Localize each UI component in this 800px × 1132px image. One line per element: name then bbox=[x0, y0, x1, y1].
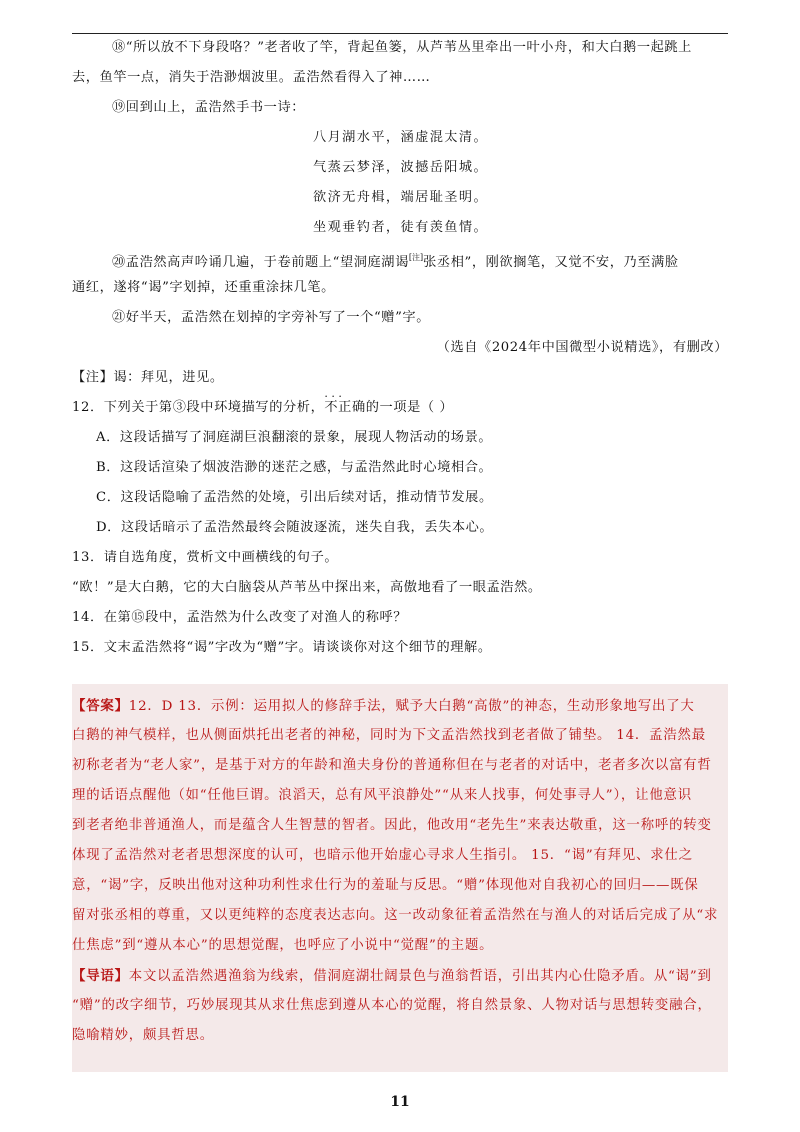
question-12-text-a: 12．下列关于第③段中环境描写的分析， bbox=[72, 400, 325, 415]
answer-line-3: 初称老者为“老人家”，是基于对方的年龄和渔夫身份的普通称但在与老者的对话中，老者多次以富有哲 bbox=[72, 758, 712, 773]
question-14: 14．在第⑮段中，孟浩然为什么改变了对渔人的称呼？ bbox=[72, 610, 408, 625]
option-a: A．这段话描写了洞庭湖巨浪翻滚的景象，展现人物活动的场景。 bbox=[96, 430, 493, 445]
footnote: 【注】谒：拜见，进见。 bbox=[72, 370, 224, 385]
paragraph-20-line1 bbox=[112, 248, 728, 273]
answer-line-8: 留对张丞相的尊重，又以更纯粹的态度表达志向。这一改动象征着孟浩然在与渔人的对话后完成了从“求 bbox=[72, 908, 719, 923]
question-12 bbox=[72, 398, 728, 418]
question-15: 15．文末孟浩然将“谒”字改为“赠”字。请谈谈你对这个细节的理解。 bbox=[72, 640, 492, 655]
top-rule bbox=[72, 33, 728, 34]
paragraph-20-text-b: 张丞相”，刚欲搁笔，又觉不安，乃至满脸 bbox=[423, 255, 679, 270]
poem-line-1: 八月湖水平，涵虚混太清。 bbox=[313, 130, 489, 145]
option-b: B．这段话渲染了烟波浩渺的迷茫之感，与孟浩然此时心境相合。 bbox=[96, 460, 493, 475]
answer-line-4: 理的话语点醒他（如“任他巨谓。浪滔天，总有风平浪静处”“从来人找事，何处事寻人”），让他意识 bbox=[72, 788, 692, 803]
answer-line-7: 意，“谒”字，反映出他对这种功利性求仕行为的羞耻与反思。“赠”体现他对自我初心的回归——既保 bbox=[72, 878, 699, 893]
guide-line-1 bbox=[72, 966, 728, 987]
answer-line-5: 到老者绝非普通渔人，而是蕴含人生智慧的智者。因此，他改用“老先生”来表达敬重，这一称呼的转变 bbox=[72, 818, 712, 833]
paragraph-20-line2: 通红，遂将“谒”字划掉，还重重涂抹几笔。 bbox=[72, 280, 335, 295]
question-13-quote: “欧！”是大白鹅，它的大白脑袋从芦苇丛中探出来，高傲地看了一眼孟浩然。 bbox=[72, 580, 542, 595]
answer-line-2: 白鹅的神气模样，也从侧面烘托出老者的神秘，同时为下文孟浩然找到老者做了铺垫。 14．孟浩然最 bbox=[72, 728, 706, 743]
source-citation: （选自《2024年中国微型小说精选》，有删改） bbox=[436, 340, 728, 355]
poem-line-2: 气蒸云梦泽，波撼岳阳城。 bbox=[313, 160, 489, 175]
answer-line-1 bbox=[72, 696, 728, 717]
guide-line-3: 隐喻精妙，颇具哲思。 bbox=[72, 1028, 214, 1043]
paragraph-18-line1: ⑱“所以放不下身段咯？”老者收了竿，背起鱼篓，从芦苇丛里牵出一叶小舟，和大白鹅一起跳上 bbox=[112, 40, 692, 55]
answer-text-1: 12．D 13．示例：运用拟人的修辞手法，赋予大白鹅“高傲”的神态，生动形象地写出了大 bbox=[128, 699, 695, 714]
guide-text-1: 本文以孟浩然遇渔翁为线索，借洞庭湖壮阔景色与渔翁哲语，引出其内心仕隐矛盾。从“谒”到 bbox=[128, 969, 712, 984]
page-number: 11 bbox=[390, 1094, 410, 1110]
paragraph-20-text-a: ⑳孟浩然高声吟诵几遍，于卷前题上“望洞庭湖谒 bbox=[112, 255, 409, 270]
answer-line-6: 体现了孟浩然对老者思想深度的认可，也暗示他开始虚心寻求人生指引。 15．“谒”有拜见、求仕之 bbox=[72, 848, 693, 863]
paragraph-19: ⑲回到山上，孟浩然手书一诗： bbox=[112, 100, 306, 115]
option-d: D．这段话暗示了孟浩然最终会随波逐流，迷失自我，丢失本心。 bbox=[96, 520, 494, 535]
paragraph-18-line2: 去，鱼竿一点，消失于浩渺烟波里。孟浩然看得入了神…… bbox=[72, 70, 431, 85]
question-13: 13．请自选角度，赏析文中画横线的句子。 bbox=[72, 550, 339, 565]
guide-line-2: “赠”的改字细节，巧妙展现其从求仕焦虑到遵从本心的觉醒，将自然景象、人物对话与思想转变融合， bbox=[72, 998, 712, 1013]
poem-line-3: 欲济无舟楫，端居耻圣明。 bbox=[313, 190, 489, 205]
note-marker: [注] bbox=[408, 253, 424, 262]
guide-tag: 【导语】 bbox=[72, 968, 129, 984]
answer-tag: 【答案】 bbox=[72, 698, 129, 714]
answer-line-9: 仕焦虑”到“遵从本心”的思想觉醒，也呼应了小说中“觉醒”的主题。 bbox=[72, 938, 494, 953]
question-12-emphasis: · · · 不正确 bbox=[324, 398, 365, 418]
question-12-text-b: 的一项是（ ） bbox=[365, 400, 454, 415]
paragraph-21: ㉑好半天，孟浩然在划掉的字旁补写了一个“赠”字。 bbox=[112, 310, 431, 325]
option-c: C．这段话隐喻了孟浩然的处境，引出后续对话，推动情节发展。 bbox=[96, 490, 493, 505]
poem-line-4: 坐观垂钓者，徒有羡鱼情。 bbox=[313, 220, 489, 235]
